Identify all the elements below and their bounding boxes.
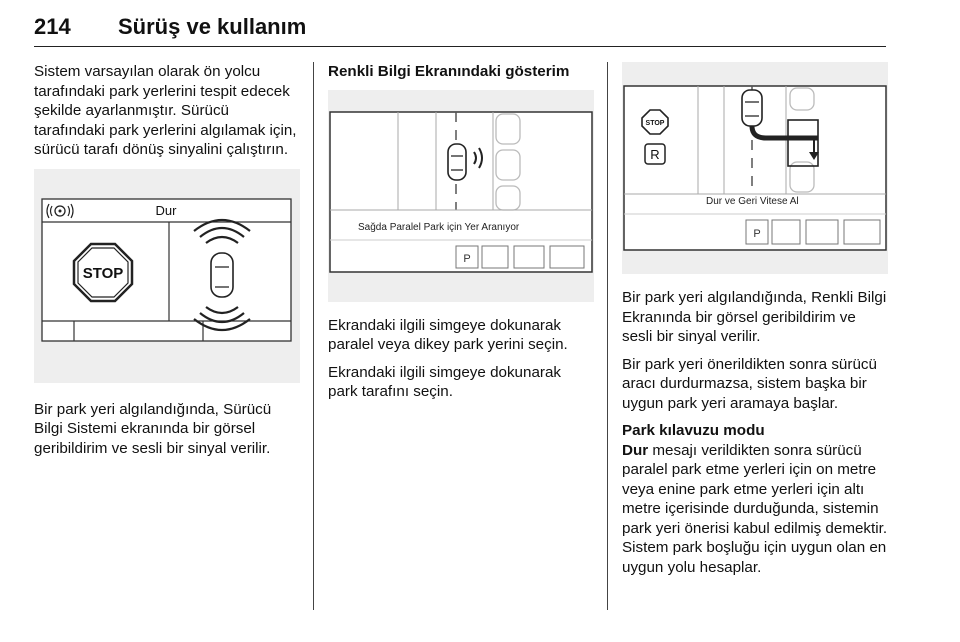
- cid-message: Dur ve Geri Vitese Al: [706, 196, 799, 207]
- page-header: [34, 12, 886, 47]
- paragraph: Bir park yeri algılandığında, Renkli Bilgi Ekranında bir görsel geribildirim ve sesli bir sinyal verilir.: [622, 289, 887, 345]
- stop-sign-text: STOP: [82, 264, 124, 282]
- parking-p-label: P: [753, 228, 761, 240]
- car-top-view-icon: [211, 253, 233, 297]
- cid-figure-search: [328, 90, 594, 302]
- paragraph: Bir park yeri algılandığında, Sürücü Bilgi Sistemi ekranında bir görsel geribildirim ve sesli bir sinyal verilir.: [34, 400, 272, 457]
- paragraph: Ekrandaki ilgili simgeye dokunarak paralel veya dikey park yerini seçin.: [328, 316, 568, 353]
- car-top-view-icon: [742, 90, 762, 126]
- page-title: Sürüş ve kullanım: [118, 14, 307, 39]
- cid-figure-stop: [622, 62, 888, 274]
- dic-figure: [34, 169, 300, 383]
- cid-message: Sağda Paralel Park için Yer Aranıyor: [358, 221, 520, 233]
- car-top-view-icon: [448, 144, 466, 180]
- column-1: [34, 62, 300, 466]
- bold-term: Dur: [622, 441, 649, 459]
- section-heading: Park kılavuzu modu: [622, 422, 765, 439]
- column-divider: [607, 62, 608, 610]
- dic-title: Dur: [155, 202, 177, 218]
- paragraph: Bir park yeri önerildikten sonra sürücü aracı durdurmazsa, sistem başka bir uygun park yeri aramaya başlar.: [622, 355, 877, 412]
- paragraph: [622, 441, 888, 578]
- paragraph: Ekrandaki ilgili simgeye dokunarak park tarafını seçin.: [328, 363, 561, 400]
- column-3: [622, 62, 888, 585]
- column-divider: [313, 62, 314, 610]
- page-number: 214: [34, 14, 71, 39]
- gear-label: R: [650, 147, 660, 162]
- paragraph-text: mesajı verildikten sonra sürücü paralel park etme yerleri için on metre veya enine park etme yerleri için altı metre içerisinde durduğunda, sistemin park yeri önerisi kabul edilmiş demektir. Sistem park boşluğu için uygun olan en uygun yolu hesaplar.: [622, 441, 888, 576]
- parking-p-label: P: [463, 252, 471, 265]
- stop-sign-text: STOP: [645, 120, 665, 127]
- column-2: [328, 62, 594, 410]
- section-heading: Renkli Bilgi Ekranındaki gösterim: [328, 63, 570, 80]
- paragraph: Sistem varsayılan olarak ön yolcu tarafındaki park yerlerini tespit edecek şekilde ayarlanmıştır. Sürücü tarafındaki park yerlerini algılamak için, sürücü tarafı dönüş sinyalini çalıştırın.: [34, 63, 297, 158]
